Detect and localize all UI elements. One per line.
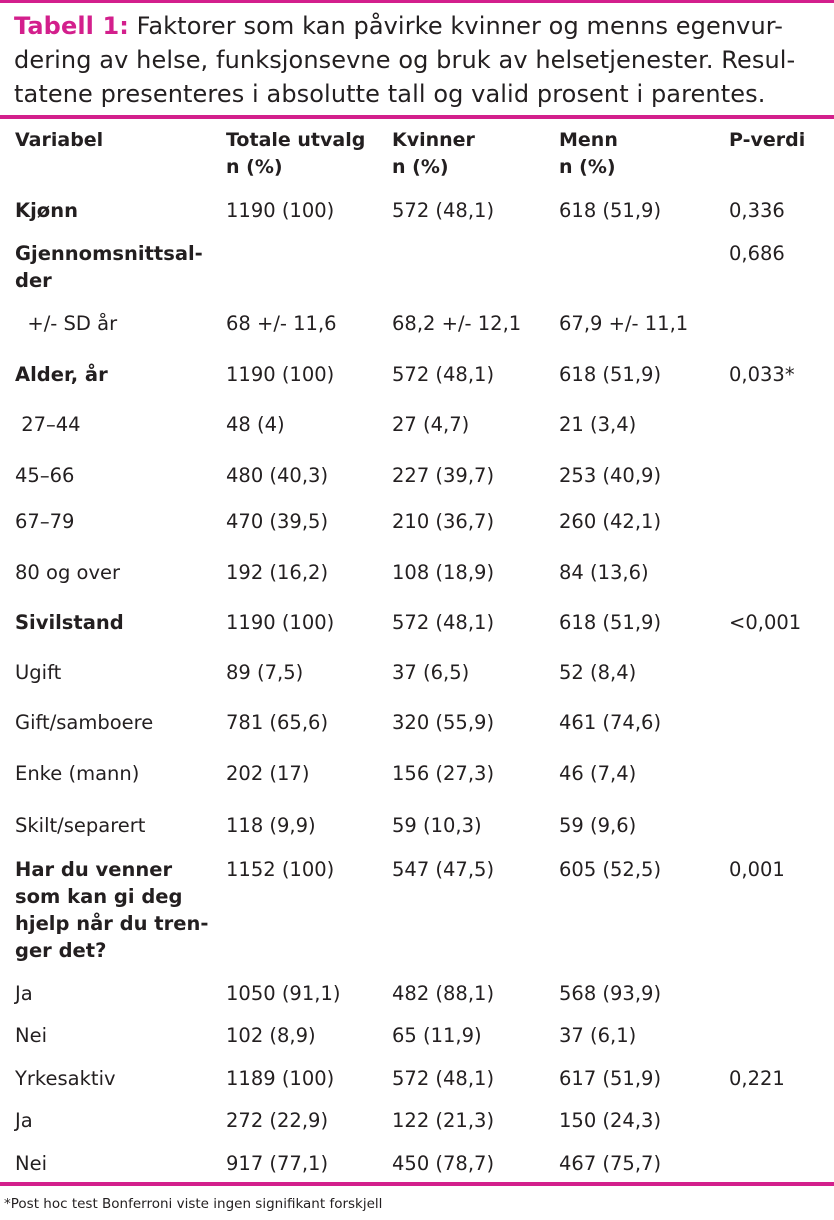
caption-line-3: tatene presenteres i absolutte tall og valid prosent i parentes.: [14, 80, 766, 108]
row-label-line: der: [15, 269, 52, 292]
cell-men: 84 (13,6): [559, 561, 649, 584]
row-label-line: ger det?: [15, 939, 107, 962]
cell-men: 150 (24,3): [559, 1109, 662, 1132]
header-p-value-line: P-verdi: [729, 129, 806, 151]
row-label: [15, 659, 210, 686]
cell-women: 450 (78,7): [392, 1152, 495, 1175]
row-label-line: Gift/samboere: [15, 711, 154, 734]
row-label: [15, 760, 210, 787]
footnote: *Post hoc test Bonferroni viste ingen signifikant forskjell: [4, 1196, 383, 1212]
cell-total: 1190 (100): [226, 363, 335, 386]
caption-line-2: dering av helse, funksjonsevne og bruk av helsetjenester. Resul-: [14, 46, 796, 74]
cell-men: 67,9 +/- 11,1: [559, 312, 689, 335]
row-label: [15, 609, 210, 636]
cell-p-value: 0,033*: [729, 363, 795, 386]
cell-men: 467 (75,7): [559, 1152, 662, 1175]
cell-total: 89 (7,5): [226, 661, 304, 684]
cell-p-value: 0,001: [729, 858, 785, 881]
header-men: [559, 127, 618, 181]
header-women-line: n (%): [392, 156, 449, 178]
cell-women: 37 (6,5): [392, 661, 470, 684]
cell-total: 1152 (100): [226, 858, 335, 881]
row-label-line: Nei: [15, 1024, 48, 1047]
row-label-line: Ugift: [15, 661, 62, 684]
cell-total: 1050 (91,1): [226, 982, 341, 1005]
row-label: [15, 1022, 210, 1049]
cell-total: 1189 (100): [226, 1067, 335, 1090]
cell-total: 48 (4): [226, 413, 285, 436]
header-women-line: Kvinner: [392, 129, 475, 151]
cell-women: 572 (48,1): [392, 611, 495, 634]
cell-women: 27 (4,7): [392, 413, 470, 436]
row-label-line: Alder, år: [15, 363, 108, 386]
row-label: [15, 812, 210, 839]
cell-total: 192 (16,2): [226, 561, 329, 584]
row-label-line: 45–66: [15, 464, 75, 487]
cell-men: 46 (7,4): [559, 762, 637, 785]
cell-men: 618 (51,9): [559, 363, 662, 386]
cell-total: 202 (17): [226, 762, 310, 785]
header-total: [226, 127, 365, 181]
header-total-line: n (%): [226, 156, 283, 178]
cell-women: 572 (48,1): [392, 199, 495, 222]
cell-men: 37 (6,1): [559, 1024, 637, 1047]
cell-women: 108 (18,9): [392, 561, 495, 584]
header-variable-line: Variabel: [15, 129, 104, 151]
table-caption: [14, 9, 826, 111]
row-label-line: Nei: [15, 1152, 48, 1175]
cell-men: 618 (51,9): [559, 199, 662, 222]
header-total-line: Totale utvalg: [226, 129, 366, 151]
row-label-line: Har du venner: [15, 858, 173, 881]
cell-men: 617 (51,9): [559, 1067, 662, 1090]
cell-women: 122 (21,3): [392, 1109, 495, 1132]
cell-women: 65 (11,9): [392, 1024, 482, 1047]
cell-p-value: <0,001: [729, 611, 802, 634]
cell-total: 272 (22,9): [226, 1109, 329, 1132]
cell-p-value: 0,336: [729, 199, 785, 222]
cell-women: 68,2 +/- 12,1: [392, 312, 522, 335]
row-label-line: som kan gi deg: [15, 885, 183, 908]
cell-total: 1190 (100): [226, 199, 335, 222]
row-label-line: Ja: [15, 1109, 33, 1132]
cell-total: 781 (65,6): [226, 711, 329, 734]
cell-men: 52 (8,4): [559, 661, 637, 684]
cell-men: 618 (51,9): [559, 611, 662, 634]
row-label: [15, 709, 210, 736]
cell-total: 118 (9,9): [226, 814, 316, 837]
row-label-line: 80 og over: [15, 561, 121, 584]
cell-total: 470 (39,5): [226, 510, 329, 533]
row-label-line: +/- SD år: [15, 312, 118, 335]
cell-men: 260 (42,1): [559, 510, 662, 533]
cell-women: 547 (47,5): [392, 858, 495, 881]
cell-women: 156 (27,3): [392, 762, 495, 785]
row-label-line: Enke (mann): [15, 762, 140, 785]
row-label-line: Skilt/separert: [15, 814, 146, 837]
cell-total: 480 (40,3): [226, 464, 329, 487]
row-label: [15, 559, 210, 586]
row-label: [15, 462, 210, 489]
cell-total: 68 +/- 11,6: [226, 312, 337, 335]
header-variable: [15, 127, 210, 154]
cell-p-value: 0,686: [729, 242, 785, 265]
row-label: [15, 980, 210, 1007]
header-men-line: n (%): [559, 156, 616, 178]
caption-line-1: [14, 9, 826, 43]
cell-women: 227 (39,7): [392, 464, 495, 487]
cell-men: 21 (3,4): [559, 413, 637, 436]
cell-women: 572 (48,1): [392, 1067, 495, 1090]
cell-men: 253 (40,9): [559, 464, 662, 487]
row-label: [15, 310, 210, 337]
cell-men: 568 (93,9): [559, 982, 662, 1005]
cell-women: 210 (36,7): [392, 510, 495, 533]
row-label: [15, 411, 210, 438]
row-label-line: Ja: [15, 982, 33, 1005]
row-label: [15, 240, 210, 294]
row-label-line: Yrkesaktiv: [15, 1067, 116, 1090]
header-women: [392, 127, 475, 181]
cell-total: 102 (8,9): [226, 1024, 316, 1047]
caption-text-1: Faktorer som kan påvirke kvinner og menns egenvur-: [136, 12, 783, 40]
cell-total: 1190 (100): [226, 611, 335, 634]
row-label: [15, 361, 210, 388]
cell-total: 917 (77,1): [226, 1152, 329, 1175]
cell-men: 605 (52,5): [559, 858, 662, 881]
bottom-rule: [0, 1182, 834, 1186]
cell-women: 482 (88,1): [392, 982, 495, 1005]
caption-label: Tabell 1:: [14, 12, 129, 40]
cell-women: 572 (48,1): [392, 363, 495, 386]
row-label: [15, 508, 210, 535]
cell-women: 320 (55,9): [392, 711, 495, 734]
row-label: [15, 1150, 210, 1177]
cell-women: 59 (10,3): [392, 814, 482, 837]
row-label-line: 67–79: [15, 510, 75, 533]
row-label: [15, 856, 210, 964]
header-rule: [0, 115, 834, 119]
row-label: [15, 1107, 210, 1134]
header-p-value: [729, 127, 805, 154]
row-label-line: Gjennomsnittsal-: [15, 242, 203, 265]
row-label-line: Sivilstand: [15, 611, 124, 634]
top-rule: [0, 0, 834, 3]
row-label-line: 27–44: [15, 413, 81, 436]
cell-p-value: 0,221: [729, 1067, 785, 1090]
row-label-line: Kjønn: [15, 199, 78, 222]
header-men-line: Menn: [559, 129, 618, 151]
row-label: [15, 197, 210, 224]
cell-men: 59 (9,6): [559, 814, 637, 837]
row-label: [15, 1065, 210, 1092]
row-label-line: hjelp når du tren-: [15, 912, 209, 935]
cell-men: 461 (74,6): [559, 711, 662, 734]
